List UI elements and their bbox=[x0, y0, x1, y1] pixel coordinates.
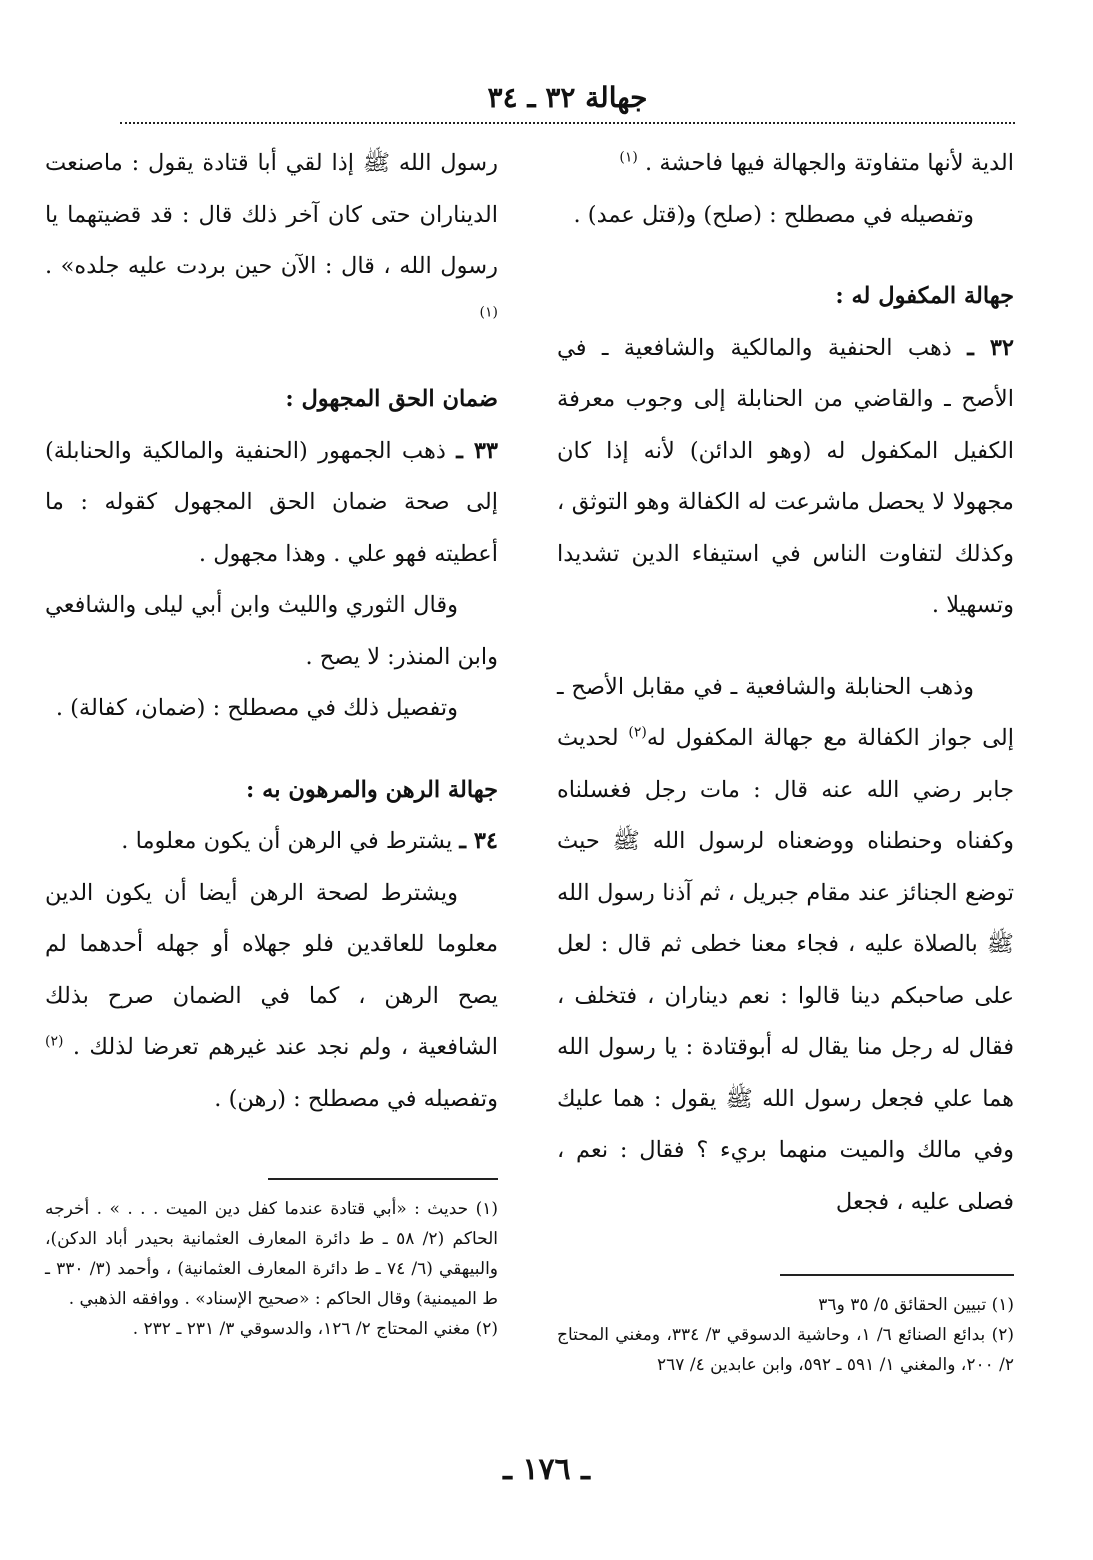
paragraph bbox=[45, 868, 498, 1126]
paragraph bbox=[557, 662, 1014, 1229]
footnote-ref: (١) bbox=[479, 304, 498, 320]
footnotes-left bbox=[45, 1194, 498, 1344]
footnote-divider bbox=[780, 1274, 1014, 1276]
paragraph-text: ويشترط لصحة الرهن أيضا أن يكون الدين معلوما للعاقدين فلو جهلاه أو جهله أحدهما لم يصح الرهن ، كما في الضمان صرح بذلك الشافعية ، ولم نجد عند غيرهم تعرضا لذلك . bbox=[45, 879, 498, 1060]
paragraph bbox=[557, 138, 1014, 190]
section-heading: ضمان الحق المجهول : bbox=[285, 386, 498, 412]
paragraph-text: رسول الله ﷺ إذا لقي أبا قتادة يقول : ماصنعت الديناران حتى كان آخر ذلك قال : قد قضيتهما يا رسول الله ، قال : الآن حين بردت عليه جلده» . bbox=[45, 150, 498, 279]
paragraph bbox=[45, 138, 498, 344]
footnote-ref: (١) bbox=[619, 149, 638, 166]
section-number: ٣٣ ـ bbox=[456, 437, 498, 464]
paragraph: وتفصيله في مصطلح : (صلح) و(قتل عمد) . bbox=[573, 201, 974, 228]
footnote: (٢) بدائع الصنائع ٦/ ١، وحاشية الدسوقي ٣/ ٣٣٤، ومغني المحتاج ٢/ ٢٠٠، والمغني ١/ ٥٩١ ـ ٥٩٢، وابن عابدين ٤/ ٢٦٧ bbox=[557, 1325, 1015, 1375]
section-heading: جهالة الرهن والمرهون به : bbox=[246, 776, 498, 803]
left-column bbox=[45, 138, 498, 1125]
paragraph: وتفصيل ذلك في مصطلح : (ضمان، كفالة) . bbox=[55, 695, 458, 721]
paragraph bbox=[45, 426, 498, 581]
paragraph: وقال الثوري والليث وابن أبي ليلى والشافعي وابن المنذر: لا يصح . bbox=[45, 592, 498, 670]
header-divider bbox=[120, 122, 1015, 124]
footnote: (١) تبيين الحقائق ٥/ ٣٥ و٣٦ bbox=[818, 1295, 1014, 1315]
paragraph-text: وتفصيله في مصطلح : (رهن) . bbox=[214, 1085, 498, 1112]
footnote-ref: (٢) bbox=[45, 1033, 64, 1050]
footnote-ref: (٢) bbox=[628, 724, 647, 741]
footnotes-right bbox=[557, 1290, 1014, 1380]
paragraph-text: ذهب الحنفية والمالكية والشافعية ـ في الأصح ـ والقاضي من الحنابلة إلى وجوب معرفة الكفيل المكفول له (وهو الدائن) لأنه إذا كان مجهولا لا يحصل ماشرعت له الكفالة وهو التوثق ، وكذلك لتفاوت الناس في استيفاء الدين تشديدا وتسهيلا . bbox=[557, 334, 1014, 618]
right-column bbox=[557, 138, 1014, 1228]
paragraph-text: لحديث جابر رضي الله عنه قال : مات رجل فغسلناه وكفناه وحنطناه ووضعناه لرسول الله ﷺ حيث توضع الجنائز عند مقام جبريل ، ثم آذنا رسول الله ﷺ بالصلاة عليه ، فجاء معنا خطى ثم قال : لعل على صاحبكم دينا قالوا : نعم ديناران ، فتخلف ، فقال له رجل منا يقال له أبوقتادة : يا رسول الله هما علي فجعل رسول الله ﷺ يقول : هما عليك وفي مالك والميت منهما بريء ؟ فقال : نعم ، فصلى عليه ، فجعل bbox=[557, 725, 1014, 1215]
paragraph bbox=[45, 816, 498, 868]
page-title: جهالة ٣٢ ـ ٣٤ bbox=[487, 81, 648, 114]
paragraph-text: ذهب الجمهور (الحنفية والمالكية والحنابلة) إلى صحة ضمان الحق المجهول كقوله : ما أعطيته فهو علي . وهذا مجهول . bbox=[45, 437, 498, 567]
section-number: ٣٤ ـ bbox=[459, 828, 498, 854]
paragraph-text: يشترط في الرهن أن يكون معلوما . bbox=[121, 828, 453, 854]
paragraph-text: الدية لأنها متفاوتة والجهالة فيها فاحشة . bbox=[645, 150, 1014, 176]
section-heading: جهالة المكفول له : bbox=[835, 283, 1014, 309]
footnote: (٢) مغني المحتاج ٢/ ١٢٦، والدسوقي ٣/ ٢٣١ ـ ٢٣٢ . bbox=[132, 1319, 498, 1339]
section-number: ٣٢ ـ bbox=[967, 334, 1015, 361]
page-number: ـ ١٧٦ ـ bbox=[503, 1452, 590, 1487]
paragraph-text: وذهب الحنابلة والشافعية ـ في مقابل الأصح ـ إلى جواز الكفالة مع جهالة المكفول له bbox=[557, 673, 1014, 751]
footnote-divider bbox=[268, 1178, 498, 1180]
footnote: (١) حديث : «أبي قتادة عندما كفل دين الميت . . . » . أخرجه الحاكم (٢/ ٥٨ ـ ط دائرة المعارف العثمانية بحيدر أباد الدكن)، والبيهقي (٦/ ٧٤ ـ ط دائرة المعارف العثمانية) ، وأحمد (٣/ ٣٣٠ ـ ط الميمنية) وقال الحاكم : «صحيح الإسناد» . ووافقه الذهبي . bbox=[45, 1199, 499, 1309]
paragraph bbox=[557, 323, 1014, 632]
